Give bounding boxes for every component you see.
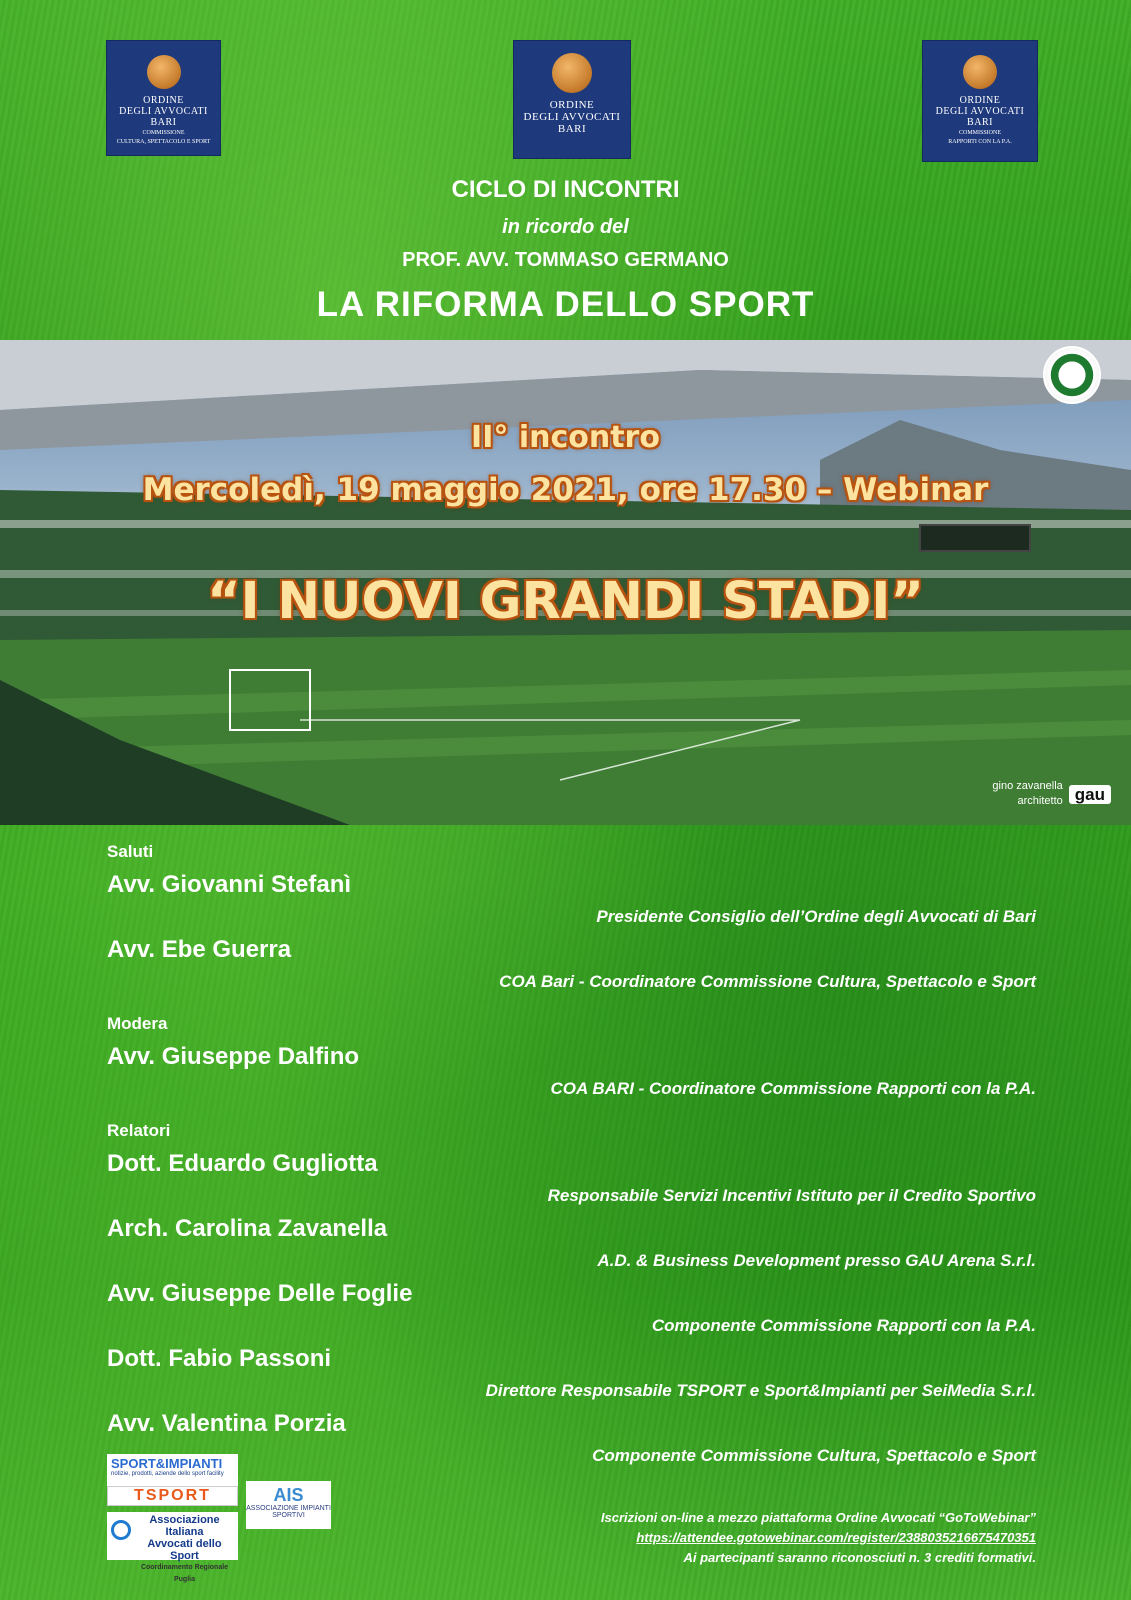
logo-text: DEGLI AVVOCATI (935, 106, 1025, 117)
sport-impianti-logo (107, 1454, 238, 1487)
event-date: Mercoledì, 19 maggio 2021, ore 17.30 – Webinar (142, 472, 989, 508)
gau-logo: gau (1069, 785, 1111, 804)
person-name: Avv. Giuseppe Delle Foglie (107, 1280, 413, 1307)
logo-text: RAPPORTI CON LA P.A. (948, 139, 1012, 145)
person-role: COA BARI - Coordinatore Commissione Rapporti con la P.A. (550, 1079, 1036, 1098)
person-role: COA Bari - Coordinatore Commissione Cultura, Spettacolo e Sport (499, 972, 1036, 991)
aias-logo (246, 1481, 331, 1529)
logo-text: AIS (273, 1485, 304, 1505)
memory-subtitle: in ricordo del (502, 216, 629, 238)
person-role: Componente Commissione Rapporti con la P.A. (651, 1316, 1036, 1335)
logo-text: COMMISSIONE (142, 130, 185, 136)
logo-text: Associazione (149, 1514, 220, 1526)
logo-text: BARI (150, 117, 177, 128)
credits-info: Ai partecipanti saranno riconosciuti n. 3 crediti formativi. (683, 1550, 1036, 1565)
logo-text: Avvocati dello Sport (147, 1538, 222, 1562)
logo-text: Italiana (165, 1526, 204, 1538)
honoree-name: PROF. AVV. TOMMASO GERMANO (402, 249, 729, 271)
person-role: Componente Commissione Cultura, Spettacolo e Sport (592, 1446, 1036, 1465)
logo-text: ORDINE (143, 95, 184, 106)
credit-role: architetto (1017, 795, 1063, 807)
logo-text: ASSOCIAZIONE IMPIANTI SPORTIVI (246, 1505, 331, 1519)
series-title: CICLO DI INCONTRI (451, 176, 680, 203)
person-name: Avv. Giovanni Stefanì (107, 871, 352, 898)
order-seal-icon (963, 55, 997, 89)
person-name: Avv. Valentina Porzia (107, 1410, 346, 1437)
event-title: “I NUOVI GRANDI STADI” (207, 572, 924, 631)
registration-link[interactable]: https://attendee.gotowebinar.com/register/2388035216675470351 (636, 1530, 1036, 1545)
person-role: A.D. & Business Development presso GAU Arena S.r.l. (597, 1251, 1036, 1270)
person-name: Dott. Eduardo Gugliotta (107, 1150, 378, 1177)
logo-text: CULTURA, SPETTACOLO E SPORT (116, 139, 211, 145)
architect-credit (992, 779, 1111, 809)
order-seal-icon (552, 53, 592, 93)
person-name: Avv. Giuseppe Dalfino (107, 1043, 360, 1070)
order-seal-icon (147, 55, 181, 89)
aiads-ring-icon (111, 1520, 131, 1540)
person-role: Presidente Consiglio dell’Ordine degli Avvocati di Bari (596, 907, 1036, 926)
order-logo-culture-commission (106, 40, 221, 156)
order-logo-pa-commission (922, 40, 1038, 162)
logo-text: ORDINE (549, 99, 595, 111)
stadium-banner (0, 340, 1131, 825)
person-name: Avv. Ebe Guerra (107, 936, 292, 963)
logo-text: SPORT&IMPIANTI (111, 1456, 223, 1471)
logo-text: BARI (967, 117, 993, 128)
person-role: Responsabile Servizi Incentivi Istituto per il Credito Sportivo (547, 1186, 1036, 1205)
aiads-logo (107, 1512, 238, 1583)
saluti-label: Saluti (107, 842, 154, 861)
person-name: Dott. Fabio Passoni (107, 1345, 332, 1372)
credit-name: gino zavanella (992, 780, 1063, 792)
registration-link-wrap (636, 1530, 1036, 1545)
person-name: Arch. Carolina Zavanella (107, 1215, 388, 1242)
club-badge-icon (1043, 346, 1101, 404)
tsport-logo: TSPORT (107, 1486, 238, 1506)
logo-text: Coordinamento Regionale Puglia (140, 1564, 229, 1583)
moderator-label: Modera (107, 1014, 168, 1033)
person-role: Direttore Responsabile TSPORT e Sport&Impianti per SeiMedia S.r.l. (485, 1381, 1036, 1400)
logo-text: ORDINE (959, 95, 1001, 106)
logo-text: BARI (557, 123, 587, 135)
speakers-label: Relatori (107, 1121, 171, 1140)
meeting-number: II° incontro (471, 420, 660, 455)
logo-text: COMMISSIONE (958, 130, 1001, 136)
order-logo-main (513, 40, 631, 159)
logo-text: DEGLI AVVOCATI (523, 111, 621, 123)
topic-title: LA RIFORMA DELLO SPORT (316, 285, 815, 324)
registration-info: Iscrizioni on-line a mezzo piattaforma Ordine Avvocati “GoToWebinar” (600, 1510, 1036, 1525)
logo-text: DEGLI AVVOCATI (119, 106, 208, 117)
logo-text: notizie, prodotti, aziende dello sport facility (111, 1471, 224, 1477)
